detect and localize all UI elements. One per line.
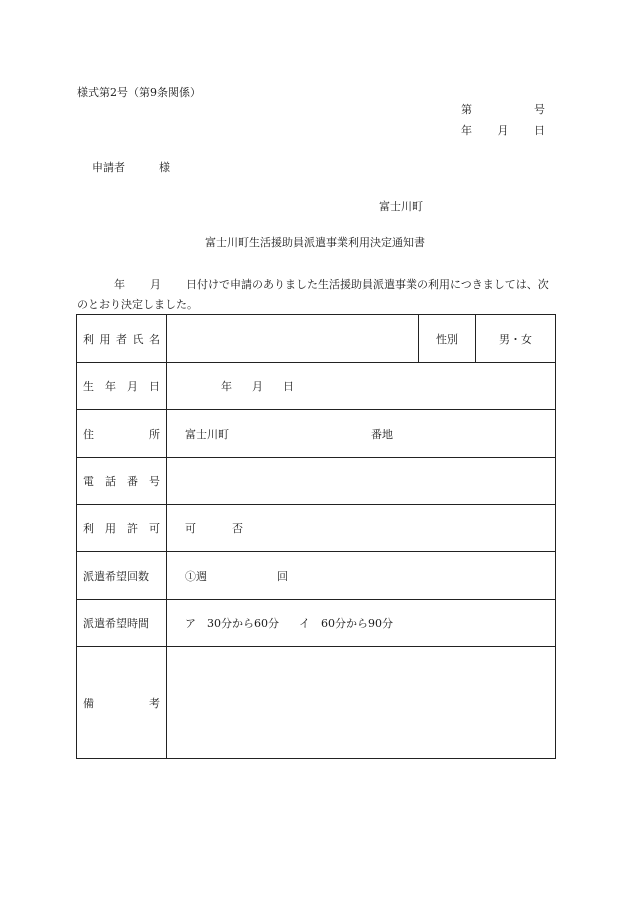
phone-label: 電 話 番 号 [77, 458, 167, 505]
permission-field[interactable] [167, 505, 556, 552]
row-remarks [77, 647, 556, 759]
user-name-field[interactable] [167, 315, 419, 363]
gender-field[interactable]: 男・女 [476, 315, 556, 363]
birth-date-field[interactable]: 年 月 日 [167, 363, 556, 410]
row-permission [77, 505, 556, 552]
applicant-label: 申請者 [92, 161, 125, 174]
body-year: 年 [114, 278, 125, 291]
doc-number-suffix: 号 [534, 103, 545, 116]
row-user-name [77, 315, 556, 363]
applicant-line [92, 162, 170, 173]
user-name-label: 利 用 者 氏 名 [77, 315, 167, 363]
document-title: 富士川町生活援助員派遣事業利用決定通知書 [205, 236, 425, 249]
permission-label: 利 用 許 可 [77, 505, 167, 552]
birth-date-label: 生 年 月 日 [77, 363, 167, 410]
gender-label: 性別 [419, 315, 476, 363]
time-field[interactable] [167, 600, 556, 647]
row-address [77, 410, 556, 458]
applicant-honorific: 様 [159, 161, 170, 174]
form-number: 様式第2号（第9条関係） [77, 86, 201, 99]
row-frequency [77, 552, 556, 600]
body-text: 日付けで申請のありました生活援助員派遣事業の利用につきましては、次のとおり決定しました。 [77, 278, 549, 311]
row-birth-date [77, 363, 556, 410]
address-field[interactable]: 富士川町 番地 [167, 410, 556, 458]
permission-yes[interactable]: 可 [185, 522, 196, 535]
decision-table [76, 314, 556, 759]
date-day: 日 [534, 124, 545, 137]
remarks-field[interactable] [167, 647, 556, 759]
remarks-label: 備 考 [77, 647, 167, 759]
phone-field[interactable] [167, 458, 556, 505]
date-year: 年 [461, 124, 472, 137]
date-month: 月 [497, 124, 509, 137]
row-phone [77, 458, 556, 505]
time-option-a[interactable]: ア 30分から60分 [185, 617, 279, 630]
notice-body [77, 275, 559, 315]
document-number [461, 104, 545, 115]
body-month: 月 [150, 278, 161, 291]
time-option-b[interactable]: イ 60分から90分 [299, 617, 393, 630]
time-label: 派遣希望時間 [77, 600, 167, 647]
doc-number-prefix: 第 [461, 103, 472, 116]
permission-no[interactable]: 否 [232, 522, 243, 535]
address-label: 住 所 [77, 410, 167, 458]
frequency-field[interactable]: ①週 回 [167, 552, 556, 600]
issue-date [461, 125, 545, 136]
row-time [77, 600, 556, 647]
issuer-name: 富士川町 [379, 200, 423, 213]
frequency-label: 派遣希望回数 [77, 552, 167, 600]
